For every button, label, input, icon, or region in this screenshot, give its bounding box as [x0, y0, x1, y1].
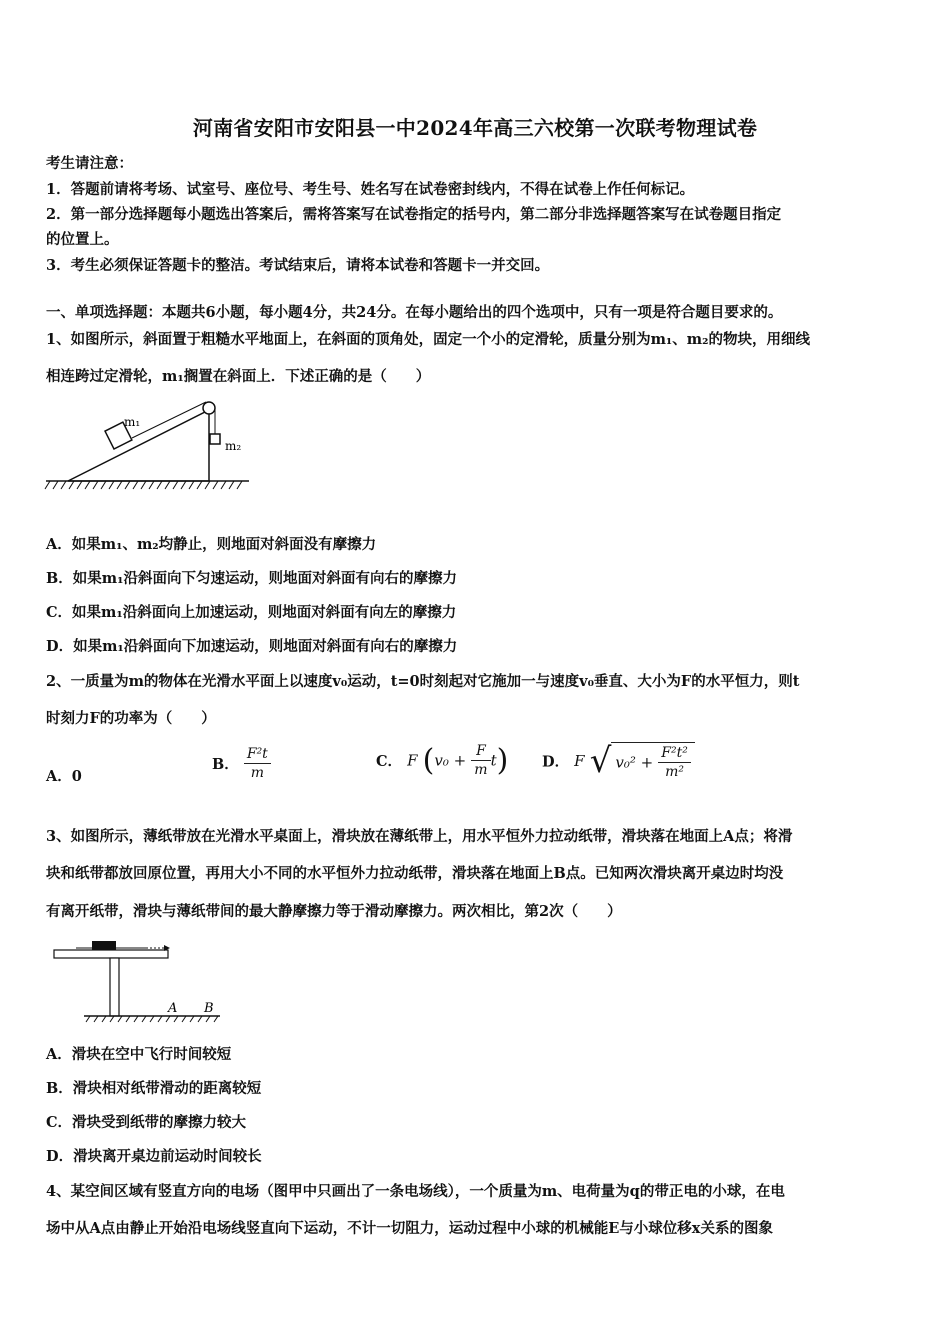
q4-stem-line2: 场中从A点由静止开始沿电场线竖直向下运动，不计一切阻力，运动过程中小球的机械能E与小球位移x关系的图象 [46, 1220, 773, 1237]
q2-option-a-value: 0 [71, 768, 82, 785]
q2-option-c-force: F [407, 751, 418, 770]
q3-option-b: B．滑块相对纸带滑动的距离较短 [46, 1080, 262, 1097]
q2-option-a-label: A． [46, 768, 72, 785]
q2-option-b-label: B． [212, 756, 239, 773]
notice-item-1: 1．答题前请将考场、试室号、座位号、考生号、姓名写在试卷密封线内，不得在试卷上作任何标记。 [46, 181, 695, 198]
q1-fig-label-m1: m₁ [124, 415, 141, 429]
q3-option-a: A．滑块在空中飞行时间较短 [46, 1046, 232, 1063]
q2-option-c-denominator: m [474, 762, 488, 778]
q1-option-a: A．如果m₁、m₂均静止，则地面对斜面没有摩擦力 [46, 536, 377, 553]
q3-stem-line1: 3、如图所示，薄纸带放在光滑水平桌面上，滑块放在薄纸带上，用水平恒外力拉动纸带，滑块落在地面上A点；将滑 [46, 828, 793, 845]
q2-option-d-radicand [611, 742, 695, 780]
q1-stem-line2: 相连跨过定滑轮，m₁搁置在斜面上．下述正确的是（ ） [46, 368, 431, 385]
q2-option-c-v0: v₀ + [434, 751, 467, 770]
q2-stem-line2: 时刻力F的功率为（ ） [46, 710, 216, 727]
q2-option-d-fraction [658, 745, 691, 780]
page-title: 河南省安阳市安阳县一中2024年高三六校第一次联考物理试卷 [192, 116, 758, 140]
q2-option-a [46, 765, 82, 786]
q3-option-c: C．滑块受到纸带的摩擦力较大 [46, 1114, 247, 1131]
q2-stem-line1: 2、一质量为m的物体在光滑水平面上以速度v₀运动，t=0时刻起对它施加一与速度v₀垂直、大小为F的水平恒力，则t [46, 673, 800, 690]
q3-stem-line3: 有离开纸带，滑块与薄纸带间的最大静摩擦力等于滑动摩擦力。两次相比，第2次（ ） [46, 903, 622, 920]
q2-option-b-fraction [244, 746, 271, 781]
section-heading: 一、单项选择题：本题共6小题，每小题4分，共24分。在每小题给出的四个选项中，只有一项是符合题目要求的。 [46, 304, 783, 321]
q4-stem-line1: 4、某空间区域有竖直方向的电场（图甲中只画出了一条电场线），一个质量为m、电荷量为q的带正电的小球，在电 [46, 1183, 785, 1200]
q2-option-d-numerator: F²t² [658, 745, 691, 763]
notice-item-2-cont: 的位置上。 [46, 231, 119, 248]
q2-option-c-time: t [490, 751, 497, 770]
q1-incline-figure [44, 396, 254, 496]
q2-option-d-denominator: m² [665, 764, 685, 780]
q2-option-b-numerator: F²t [244, 746, 271, 764]
q3-option-d: D．滑块离开桌边前运动时间较长 [46, 1148, 262, 1165]
q1-fig-label-m2: m₂ [225, 439, 242, 453]
notice-heading: 考生请注意： [46, 155, 133, 172]
q2-option-d-force: F [574, 752, 585, 770]
q2-option-b-denominator: m [250, 765, 264, 781]
q3-fig-label-a: A [168, 1001, 178, 1016]
q2-option-d: D． F √ v₀² + $\frac{\text{F²t²}}{\text{m²}}$ [542, 741, 695, 781]
q2-option-d-v0: v₀² + [615, 753, 654, 772]
q2-option-b [212, 746, 271, 781]
q2-option-c-numerator: F [471, 743, 490, 761]
q1-option-c: C．如果m₁沿斜面向上加速运动，则地面对斜面有向左的摩擦力 [46, 604, 457, 621]
q2-option-c-label: C． [376, 753, 403, 770]
q1-option-d: D．如果m₁沿斜面向下加速运动，则地面对斜面有向右的摩擦力 [46, 638, 458, 655]
q2-option-c-fraction [471, 743, 490, 778]
q1-stem-line1: 1、如图所示，斜面置于粗糙水平地面上，在斜面的顶角处，固定一个小的定滑轮，质量分别为m₁、m₂的物块，用细线 [46, 331, 810, 348]
q2-option-d-label: D． [542, 753, 570, 771]
q3-stem-line2: 块和纸带都放回原位置，再用大小不同的水平恒外力拉动纸带，滑块落在地面上B点。已知两次滑块离开桌边时均没 [46, 865, 784, 882]
q3-fig-label-b: B [204, 1001, 214, 1016]
notice-item-2: 2．第一部分选择题每小题选出答案后，需将答案写在试卷指定的括号内，第二部分非选择题答案写在试卷题目指定 [46, 206, 782, 223]
q3-table-figure [46, 934, 226, 1024]
notice-item-3: 3．考生必须保证答题卡的整洁。考试结束后，请将本试卷和答题卡一并交回。 [46, 257, 550, 274]
q2-option-c: C． F (v₀ + $\frac{F}{m}$ t) [376, 743, 509, 778]
q1-option-b: B．如果m₁沿斜面向下匀速运动，则地面对斜面有向右的摩擦力 [46, 570, 457, 587]
